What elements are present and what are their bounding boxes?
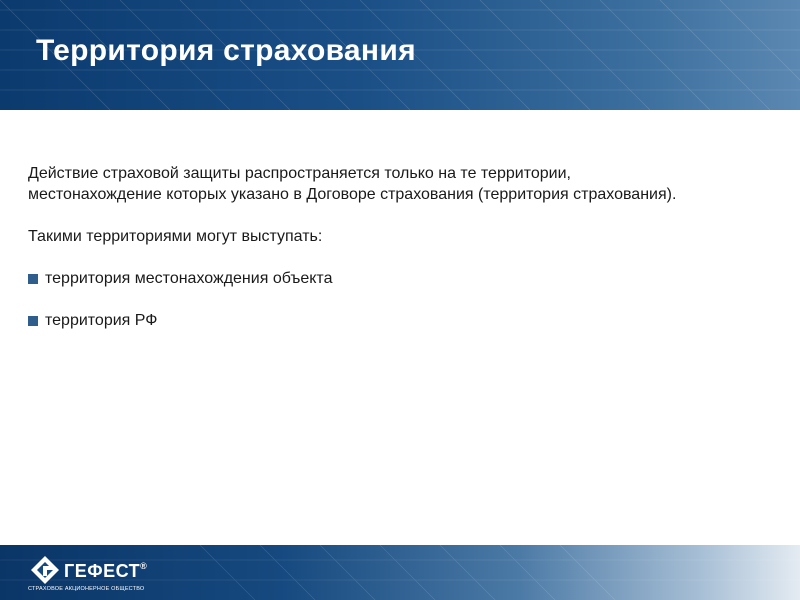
logo-name-text: ГЕФЕСТ [64, 561, 141, 581]
gefest-logo-icon [30, 555, 60, 585]
body-paragraph-line-2: местонахождение которых указано в Договоре страхования (территория страхования). [28, 186, 677, 203]
bullet-item [28, 310, 768, 331]
company-logo [28, 553, 168, 595]
slide-body [28, 163, 768, 331]
logo-subtitle: СТРАХОВОЕ АКЦИОНЕРНОЕ ОБЩЕСТВО [28, 586, 145, 592]
slide-title: Территория страхования [36, 34, 416, 67]
square-bullet-icon [28, 316, 38, 326]
logo-trademark: ® [140, 561, 148, 571]
body-paragraph-2: Такими территориями могут выступать: [28, 228, 323, 245]
bullet-text: территория местонахождения объекта [45, 270, 333, 287]
body-paragraph-line-1: Действие страховой защиты распространяется только на те территории, [28, 165, 571, 182]
bullet-item [28, 268, 768, 289]
logo-name [64, 561, 147, 582]
square-bullet-icon [28, 274, 38, 284]
bullet-text: территория РФ [45, 312, 158, 329]
header-banner [0, 0, 800, 110]
